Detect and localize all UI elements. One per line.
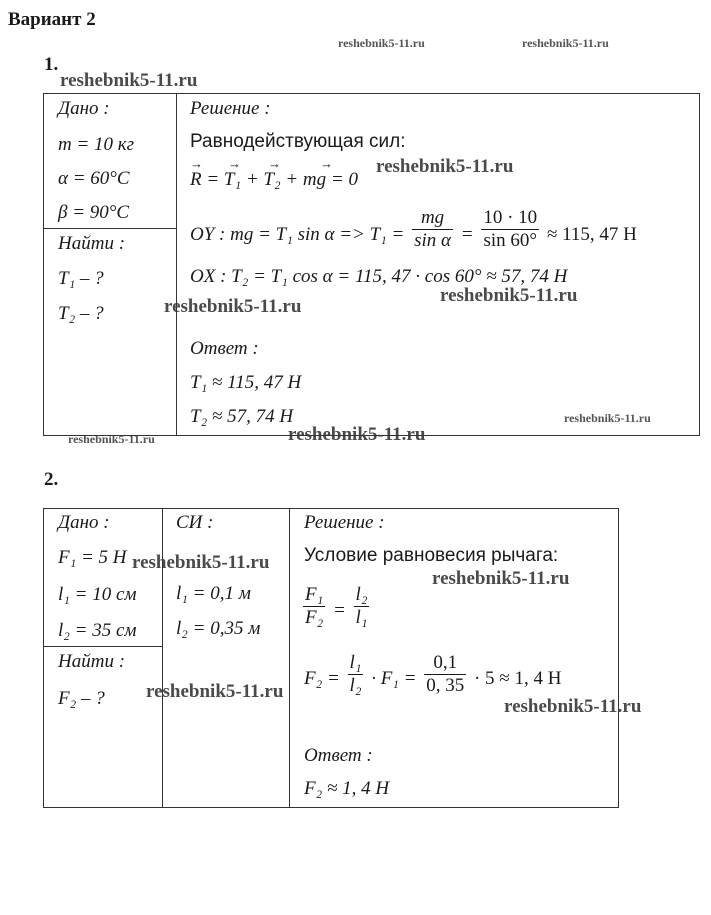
fraction-denominator: l₁ bbox=[355, 607, 368, 628]
fraction-denominator: l₂ bbox=[349, 675, 362, 696]
watermark: reshebnik5-11.ru bbox=[440, 285, 578, 306]
row-divider bbox=[43, 228, 176, 229]
watermark: reshebnik5-11.ru bbox=[288, 424, 426, 445]
fraction-values bbox=[481, 207, 539, 252]
fraction-denominator: 0, 35 bbox=[426, 675, 465, 696]
fraction-numerator: F₁ bbox=[305, 584, 324, 605]
find-t1: T₁ – ? bbox=[58, 268, 104, 289]
fraction-denominator: sin α bbox=[414, 230, 452, 251]
watermark: reshebnik5-11.ru bbox=[432, 568, 570, 589]
equation-oy-result: ≈ 115, 47 Н bbox=[546, 223, 637, 245]
equals-sign: = bbox=[460, 223, 474, 245]
equation-ox: OX : T₂ = T₁ cos α = 115, 47 · cos 60° ≈ 57, 74 Н bbox=[190, 266, 568, 287]
vector-arrow-icon: → bbox=[320, 156, 333, 171]
vector-arrow-icon: → bbox=[268, 156, 281, 171]
vector-arrow-icon: → bbox=[190, 156, 203, 171]
watermark: reshebnik5-11.ru bbox=[504, 696, 642, 717]
watermark: reshebnik5-11.ru bbox=[376, 156, 514, 177]
solution-label: Решение : bbox=[190, 98, 271, 119]
watermark: reshebnik5-11.ru bbox=[60, 70, 198, 91]
watermark: reshebnik5-11.ru bbox=[564, 411, 651, 425]
problem-number: 2. bbox=[44, 469, 59, 490]
given-l1: l₁ = 10 см bbox=[58, 584, 137, 605]
watermark: reshebnik5-11.ru bbox=[338, 36, 425, 50]
equals-sign: = bbox=[332, 599, 346, 621]
solution-label: Решение : bbox=[304, 512, 385, 533]
fraction-numerator: 0,1 bbox=[424, 652, 466, 675]
find-t2: T₂ – ? bbox=[58, 303, 104, 324]
answer-f2: F₂ ≈ 1, 4 Н bbox=[304, 778, 390, 799]
column-divider bbox=[176, 93, 177, 435]
answer-label: Ответ : bbox=[304, 745, 373, 766]
watermark: reshebnik5-11.ru bbox=[146, 681, 284, 702]
answer-t2: T₂ ≈ 57, 74 Н bbox=[190, 406, 294, 427]
fraction-denominator: sin 60° bbox=[483, 230, 538, 251]
problem-number: 1. bbox=[44, 54, 59, 75]
fraction-values bbox=[424, 652, 466, 697]
equation-f2-result: · 5 ≈ 1, 4 Н bbox=[473, 667, 562, 689]
given-label: Дано : bbox=[58, 98, 110, 119]
column-divider bbox=[162, 508, 163, 807]
find-label: Найти : bbox=[58, 233, 126, 254]
answer-t1: T₁ ≈ 115, 47 Н bbox=[190, 372, 302, 393]
si-l1: l₁ = 0,1 м bbox=[176, 583, 251, 604]
watermark: reshebnik5-11.ru bbox=[68, 432, 155, 446]
fraction-numerator: mg bbox=[412, 207, 453, 230]
fraction-forces bbox=[303, 584, 325, 629]
given-label: Дано : bbox=[58, 512, 110, 533]
row-divider bbox=[43, 646, 162, 647]
solution-intro: Условие равновесия рычага: bbox=[304, 545, 559, 566]
fraction-lengths bbox=[354, 584, 370, 629]
page-title: Вариант 2 bbox=[8, 9, 96, 30]
given-beta: β = 90°C bbox=[58, 202, 130, 223]
given-mass: m = 10 кг bbox=[58, 134, 135, 155]
equation-f2-mid: · F₁ = bbox=[371, 667, 417, 689]
given-l2: l₂ = 35 см bbox=[58, 620, 137, 641]
fraction-numerator: l₂ bbox=[355, 584, 368, 605]
given-force: F₁ = 5 Н bbox=[58, 547, 127, 568]
fraction-mg-sin bbox=[412, 207, 453, 252]
answer-label: Ответ : bbox=[190, 338, 259, 359]
equation-f2 bbox=[304, 652, 562, 697]
si-l2: l₂ = 0,35 м bbox=[176, 618, 261, 639]
solution-intro: Равнодействующая сил: bbox=[190, 131, 406, 152]
fraction-numerator: 10 · 10 bbox=[483, 207, 538, 228]
watermark: reshebnik5-11.ru bbox=[132, 552, 270, 573]
equation-resultant: R = T₁ + T₂ + mg = 0 bbox=[190, 169, 358, 190]
find-label: Найти : bbox=[58, 651, 126, 672]
fraction-denominator: F₂ bbox=[305, 607, 324, 628]
equation-lever bbox=[300, 584, 372, 629]
given-alpha: α = 60°C bbox=[58, 168, 130, 189]
equation-oy-left: OY : mg = T₁ sin α => T₁ = bbox=[190, 223, 405, 245]
find-f2: F₂ – ? bbox=[58, 688, 105, 709]
equation-f2-left: F₂ = bbox=[304, 667, 340, 689]
watermark: reshebnik5-11.ru bbox=[522, 36, 609, 50]
vector-arrow-icon: → bbox=[228, 156, 241, 171]
watermark: reshebnik5-11.ru bbox=[164, 296, 302, 317]
fraction-l1-l2 bbox=[348, 652, 364, 697]
si-label: СИ : bbox=[176, 512, 214, 533]
fraction-numerator: l₁ bbox=[349, 652, 362, 673]
column-divider bbox=[289, 508, 290, 807]
